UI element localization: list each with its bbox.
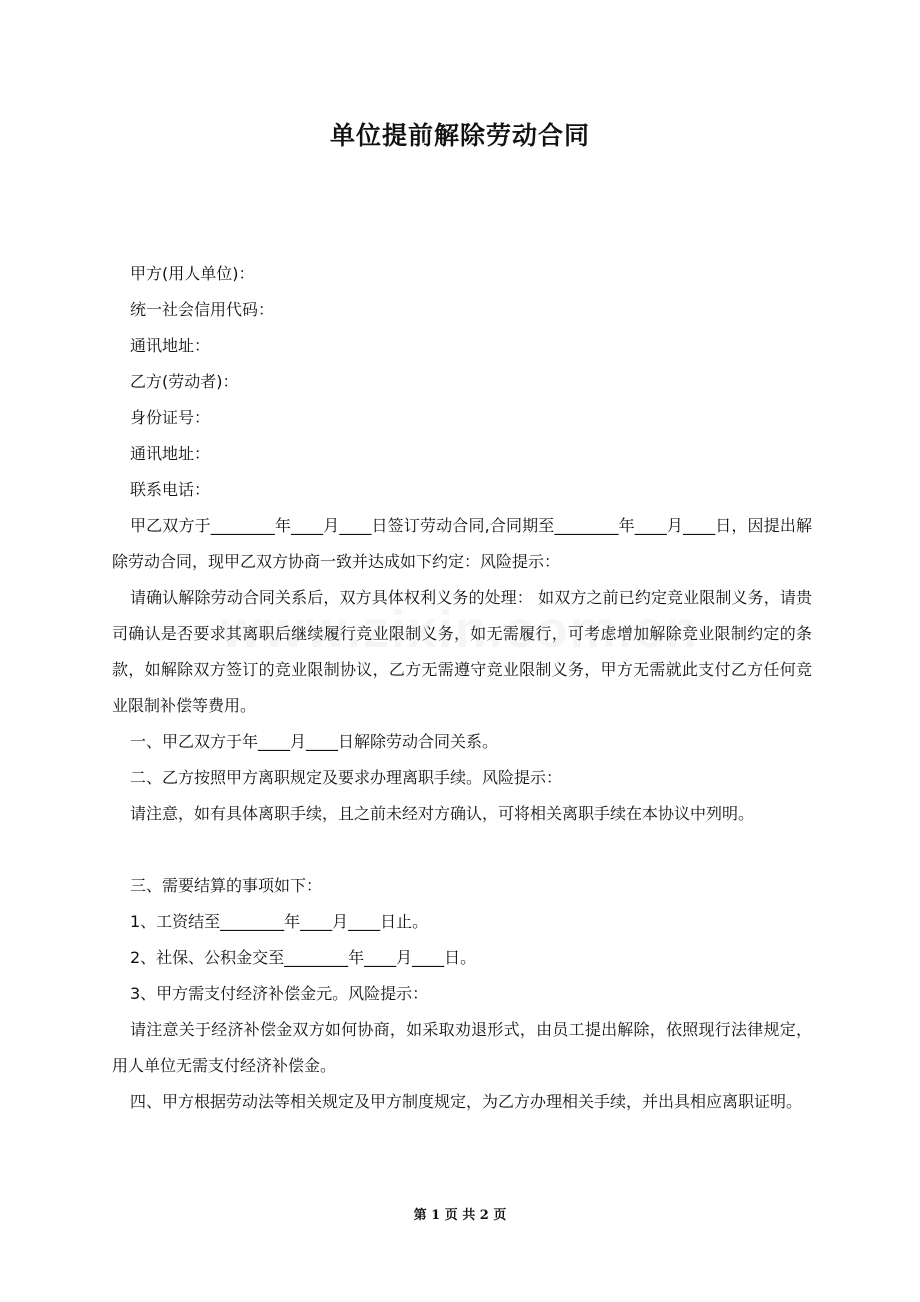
settlement-item-1: 1、工资结至________年____月____日止。 (130, 912, 429, 931)
compensation-note: 请注意关于经济补偿金双方如何协商，如采取劝退形式，由员工提出解除，依照现行法律规定，用人单位无需支付经济补偿金。 (112, 1020, 812, 1075)
clause-1: 一、甲乙双方于年____月____日解除劳动合同关系。 (130, 732, 499, 751)
phone-label: 联系电话： (130, 480, 211, 499)
contract-date-paragraph: 甲乙双方于________年____月____日签订劳动合同,合同期至________年____月____日，因提出解除劳动合同，现甲乙双方协商一致并达成如下约定：风险提示： (112, 516, 812, 571)
party-a-address-label: 通讯地址： (130, 336, 211, 355)
party-b-address-label: 通讯地址： (130, 444, 211, 463)
document-title: 单位提前解除劳动合同 (329, 121, 590, 150)
resignation-procedure-note: 请注意，如有具体离职手续，且之前未经对方确认，可将相关离职手续在本协议中列明。 (130, 804, 755, 823)
id-number-label: 身份证号： (130, 408, 211, 427)
party-a-label: 甲方(用人单位)： (130, 264, 255, 283)
settlement-item-3: 3、甲方需支付经济补偿金元。风险提示： (130, 984, 429, 1003)
non-compete-risk-paragraph: 请确认解除劳动合同关系后，双方具体权利义务的处理： 如双方之前已约定竞业限制义务，请贵司确认是否要求其离职后继续履行竞业限制义务，如无需履行，可考虑增加解除竞业限制约定的条款，如解除双方签订的竞业限制协议，乙方无需遵守竞业限制义务，甲方无需就此支付乙方任何竞业限制补偿等费用。 (112, 588, 812, 715)
party-b-label: 乙方(劳动者)： (130, 372, 239, 391)
clause-4: 四、甲方根据劳动法等相关规定及甲方制度规定，为乙方办理相关手续，并出具相应离职证明。 (130, 1092, 803, 1111)
clause-2: 二、乙方按照甲方离职规定及要求办理离职手续。风险提示： (130, 768, 563, 787)
page-footer: 第 1 页 共 2 页 (413, 1208, 507, 1223)
clause-3: 三、需要结算的事项如下： (130, 876, 323, 895)
settlement-item-2: 2、社保、公积金交至________年____月____日。 (130, 948, 477, 967)
credit-code-label: 统一社会信用代码： (130, 300, 275, 319)
